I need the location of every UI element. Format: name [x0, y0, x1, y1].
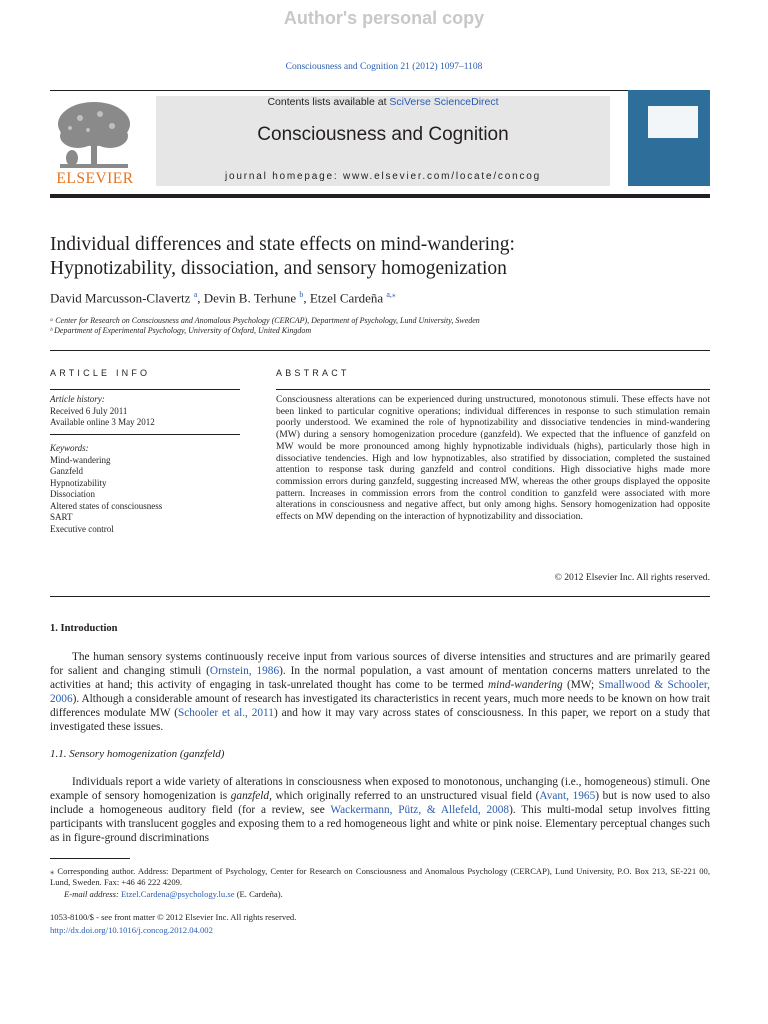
keyword: Altered states of consciousness [50, 500, 163, 511]
abstract-rule [276, 389, 710, 390]
citation-link[interactable]: Schooler et al., 2011 [177, 707, 274, 719]
keyword: Ganzfeld [50, 466, 83, 476]
keyword: Mind-wandering [50, 454, 111, 465]
emphasis-term: ganzfeld [230, 790, 270, 802]
homepage-url[interactable]: www.elsevier.com/locate/concog [343, 171, 541, 182]
section-rule [50, 350, 710, 351]
author-name: David Marcusson-Clavertz [50, 290, 191, 306]
text-run: Individuals report a wide variety of alterations in consciousness when exposed to monotonous, unchanging (i.e., homogeneous) stimuli. One example of sensory homogenization is [50, 776, 710, 802]
homepage-prefix: journal homepage: [225, 171, 344, 182]
online-date: Available online 3 May 2012 [50, 417, 155, 427]
history-rule [50, 434, 240, 435]
keyword: Executive control [50, 523, 114, 534]
text-run: ). This multi-modal setup involves fitting participants with translucent goggles and exposing them to a red homogeneous light and white or pink noise. Elementary perceptual changes such as in figure-ground discriminations [50, 804, 710, 844]
contents-line [156, 96, 610, 108]
author-affil-marker[interactable]: a [193, 290, 198, 299]
author-affil-marker[interactable]: b [299, 290, 304, 299]
text-run: ). In the normal population, a vast amount of mentation concerns matters unrelated to the activities at hand; this activity of engaging in task-unrelated thought has come to be termed [50, 665, 710, 691]
elsevier-wordmark[interactable]: ELSEVIER [56, 170, 134, 187]
abstract-bottom-rule [50, 596, 710, 597]
author-name: Devin B. Terhune [203, 290, 297, 306]
journal-name: Consciousness and Cognition [257, 124, 509, 145]
intro-paragraph-1 [50, 650, 710, 734]
title-line-1: Individual differences and state effects on mind-wandering: [50, 234, 515, 255]
history-label: Article history: [50, 394, 105, 404]
text-run: ) but is now used to also include a homogeneous auditory field (for a review, see [50, 790, 710, 816]
email-suffix: (E. Cardeña). [234, 889, 283, 899]
keywords-block [50, 443, 240, 535]
text-run: , which originally referred to an unstructured visual field ( [269, 790, 540, 802]
keyword: SART [50, 512, 73, 522]
section-heading-introduction: 1. Introduction [50, 623, 118, 634]
author-affil-marker[interactable]: a,⁎ [386, 290, 396, 299]
email-footnote [50, 889, 710, 900]
citation-link[interactable]: Smallwood & Schooler, 2006 [50, 679, 710, 705]
author-list: David Marcusson-Clavertz $^a$, Devin B. Terhune $^b$, Etzel Cardeña $^{a,⁎}$ [50, 290, 396, 306]
article-title [50, 233, 710, 281]
watermark: Author's personal copy [283, 8, 485, 28]
cover-title-panel [648, 106, 698, 138]
text-run: The human sensory systems continuously receive input from various sources of diverse intensities and structures and are primarily geared for salient and changing stimuli ( [50, 651, 710, 677]
article-history [50, 394, 240, 429]
text-run: ) and how it may vary across states of consciousness. In this paper, we report on a study that investigated these issues. [50, 707, 710, 733]
keywords-label: Keywords: [50, 443, 89, 453]
doi-link[interactable]: http://dx.doi.org/10.1016/j.concog.2012.04.002 [50, 925, 213, 935]
keyword: Hypnotizability [50, 477, 107, 488]
keyword: Dissociation [50, 489, 95, 499]
email-link[interactable]: Etzel.Cardena@psychology.lu.se [120, 889, 235, 899]
abstract-heading: ABSTRACT [276, 368, 350, 378]
text-run: (MW; [562, 679, 599, 691]
subsection-heading-ganzfeld: 1.1. Sensory homogenization (ganzfeld) [50, 748, 225, 760]
email-label: E-mail address: [64, 889, 119, 899]
abstract-copyright: © 2012 Elsevier Inc. All rights reserved. [554, 572, 710, 583]
journal-cover-thumbnail [628, 90, 710, 186]
affiliation-a: ᵃ Center for Research on Consciousness and Anomalous Psychology (CERCAP), Department of Psychology, Lund University, Sweden [50, 316, 480, 325]
issn-line: 1053-8100/$ - see front matter © 2012 Elsevier Inc. All rights reserved. [50, 912, 297, 922]
contents-prefix: Contents lists available at [267, 96, 390, 108]
citation-link[interactable]: Ornstein, 1986 [209, 665, 280, 677]
header-bottom-rule [50, 194, 710, 198]
abstract-text: Consciousness alterations can be experienced during unstructured, monotonous stimuli. These effects have not been linked to particular cognitive operations; individual differences in response to such stimulation remain poorly understood. We examined the role of hypnotizability and dissociative tendencies in mind-wandering (MW) during a sensory homogenization procedure (ganzfeld). We expected that the influence of ganzfeld on MW would be more pronounced among highly hypnotizable individuals (highs), particularly those high in dissociative tendencies. High and low hypnotizables, also stratified by dissociation, completed the sustained attention to response task during ganzfeld and control conditions. High dissociative highs made more commission errors during ganzfeld, suggesting increased MW, whereas the other groups displayed the opposite pattern. Increases in commission errors from the control condition to ganzfeld were associated with more alterations in consciousness and negative affect, but only among highs. Sensory homogenization had opposite effects on MW depending on the interaction of hypnotizability and dissociation. [276, 394, 710, 523]
text-run: ). Although a considerable amount of research has investigated its characteristics in recent years, much more needs to be known on how trait differences modulate MW ( [50, 693, 710, 719]
footnote-rule [50, 858, 130, 859]
sciencedirect-link[interactable]: SciVerse ScienceDirect [389, 96, 499, 108]
article-info-heading: ARTICLE INFO [50, 368, 151, 378]
affiliation-b: ᵇ Department of Experimental Psychology, University of Oxford, United Kingdom [50, 326, 312, 335]
intro-paragraph-2 [50, 775, 710, 845]
received-date: Received 6 July 2011 [50, 405, 128, 416]
citation-link[interactable]: Avant, 1965 [539, 790, 596, 802]
journal-citation[interactable]: Consciousness and Cognition 21 (2012) 1097–1108 [285, 62, 483, 72]
author-name: Etzel Cardeña [309, 290, 384, 306]
title-line-2: Hypnotizability, dissociation, and sensory homogenization [50, 258, 507, 279]
journal-homepage [156, 171, 610, 182]
header-top-rule [50, 90, 710, 91]
citation-link[interactable]: Wackermann, Pütz, & Allefeld, 2008 [330, 804, 510, 816]
emphasis-term: mind-wandering [487, 679, 563, 691]
article-info-rule [50, 389, 240, 390]
corresponding-footnote: ⁎ Corresponding author. Address: Department of Psychology, Center for Research on Consciousness and Anomalous Psychology (CERCAP), Lund University, P.O. Box 213, SE-221 00, Lund, Sweden. Fax: +46 46 222 4209. [50, 866, 710, 887]
